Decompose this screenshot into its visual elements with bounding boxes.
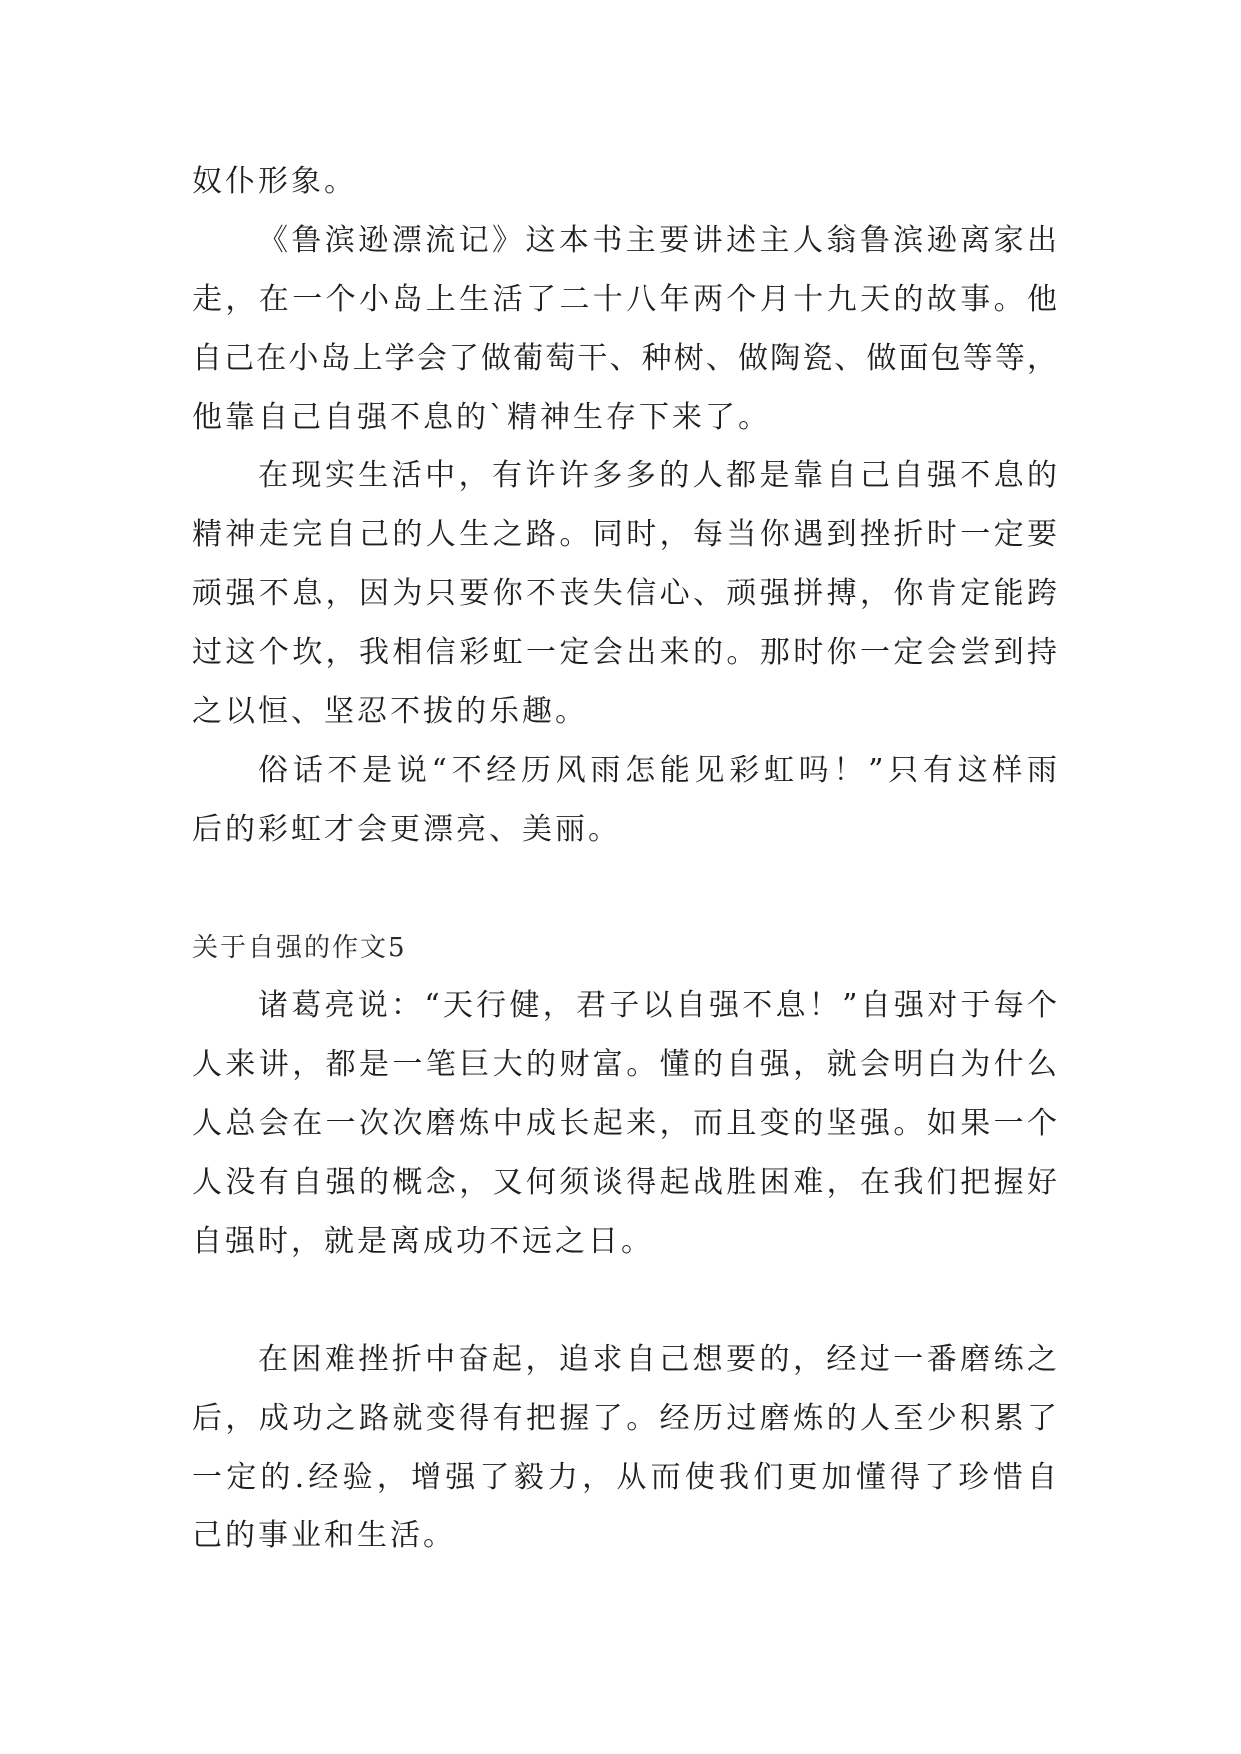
text-line: 诸葛亮说：“天行健，君子以自强不息！”自强对于每个 [258, 988, 1058, 1024]
text-line: 俗话不是说“不经历风雨怎能见彩虹吗！”只有这样雨 [258, 752, 1058, 788]
text-line: 自己在小岛上学会了做葡萄干、种树、做陶瓷、做面包等等， [192, 340, 1058, 376]
text-line: 精神走完自己的人生之路。同时，每当你遇到挫折时一定要 [192, 517, 1058, 553]
paragraph [192, 977, 1058, 1271]
text-line: 自强时，就是离成功不远之日。 [192, 1224, 654, 1260]
paragraph [192, 742, 1058, 860]
section-heading: 关于自强的作文5 [192, 932, 407, 963]
paragraph [192, 212, 1058, 448]
text-line: 过这个坎，我相信彩虹一定会出来的。那时你一定会尝到持 [192, 635, 1058, 671]
paragraph [192, 1331, 1058, 1567]
paragraph [192, 447, 1058, 741]
text-line: 人来讲，都是一笔巨大的财富。懂的自强，就会明白为什么 [192, 1047, 1058, 1083]
text-line: 顽强不息，因为只要你不丧失信心、顽强拼搏，你肯定能跨 [192, 576, 1058, 612]
text-line: 一定的.经验，增强了毅力，从而使我们更加懂得了珍惜自 [192, 1459, 1058, 1495]
text-line: 奴仆形象。 [192, 164, 357, 199]
blank-line [192, 1272, 1058, 1331]
text-line: 之以恒、坚忍不拔的乐趣。 [192, 694, 588, 730]
text-line: 后的彩虹才会更漂亮、美丽。 [192, 811, 621, 847]
text-line: 己的事业和生活。 [192, 1518, 456, 1554]
text-line: 人没有自强的概念，又何须谈得起战胜困难，在我们把握好 [192, 1165, 1058, 1201]
paragraph [192, 153, 1058, 212]
text-line: 他靠自己自强不息的`精神生存下来了。 [192, 399, 771, 435]
text-line: 《鲁滨逊漂流记》这本书主要讲述主人翁鲁滨逊离家出 [258, 222, 1058, 258]
text-line: 在困难挫折中奋起，追求自己想要的，经过一番磨练之 [258, 1341, 1058, 1377]
text-line: 人总会在一次次磨炼中成长起来，而且变的坚强。如果一个 [192, 1106, 1058, 1142]
blank-line [192, 860, 1058, 919]
text-line: 后，成功之路就变得有把握了。经历过磨炼的人至少积累了 [192, 1400, 1058, 1436]
document-page [192, 153, 1058, 1566]
text-line: 走，在一个小岛上生活了二十八年两个月十九天的故事。他 [192, 281, 1058, 317]
text-line: 在现实生活中，有许许多多的人都是靠自己自强不息的 [258, 458, 1058, 494]
